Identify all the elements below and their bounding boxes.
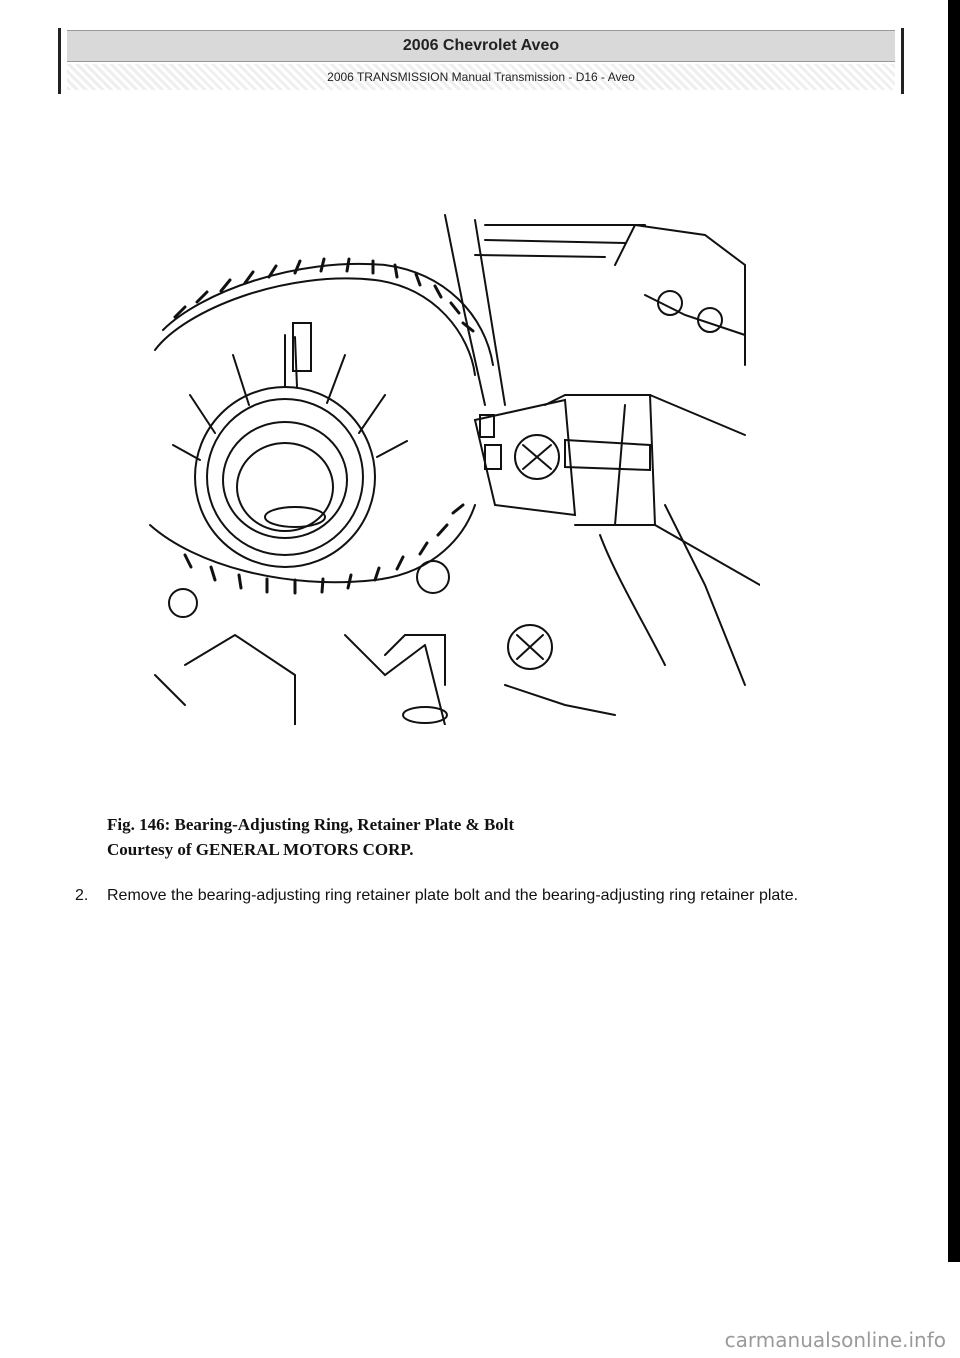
section-subtitle: 2006 TRANSMISSION Manual Transmission - D16 - Aveo bbox=[67, 64, 895, 90]
figure-caption bbox=[107, 812, 514, 862]
caption-credit: Courtesy of GENERAL MOTORS CORP. bbox=[107, 840, 414, 859]
vehicle-title: 2006 Chevrolet Aveo bbox=[67, 30, 895, 62]
step-text: Remove the bearing-adjusting ring retainer plate bolt and the bearing-adjusting ring retainer plate. bbox=[107, 887, 799, 904]
page-header bbox=[58, 28, 904, 94]
site-watermark: carmanualsonline.info bbox=[724, 1328, 946, 1352]
step-number: 2. bbox=[75, 887, 89, 904]
page-edge-bar bbox=[948, 0, 960, 1262]
caption-title: Fig. 146: Bearing-Adjusting Ring, Retainer Plate & Bolt bbox=[107, 815, 515, 834]
transmission-illustration bbox=[145, 205, 760, 725]
